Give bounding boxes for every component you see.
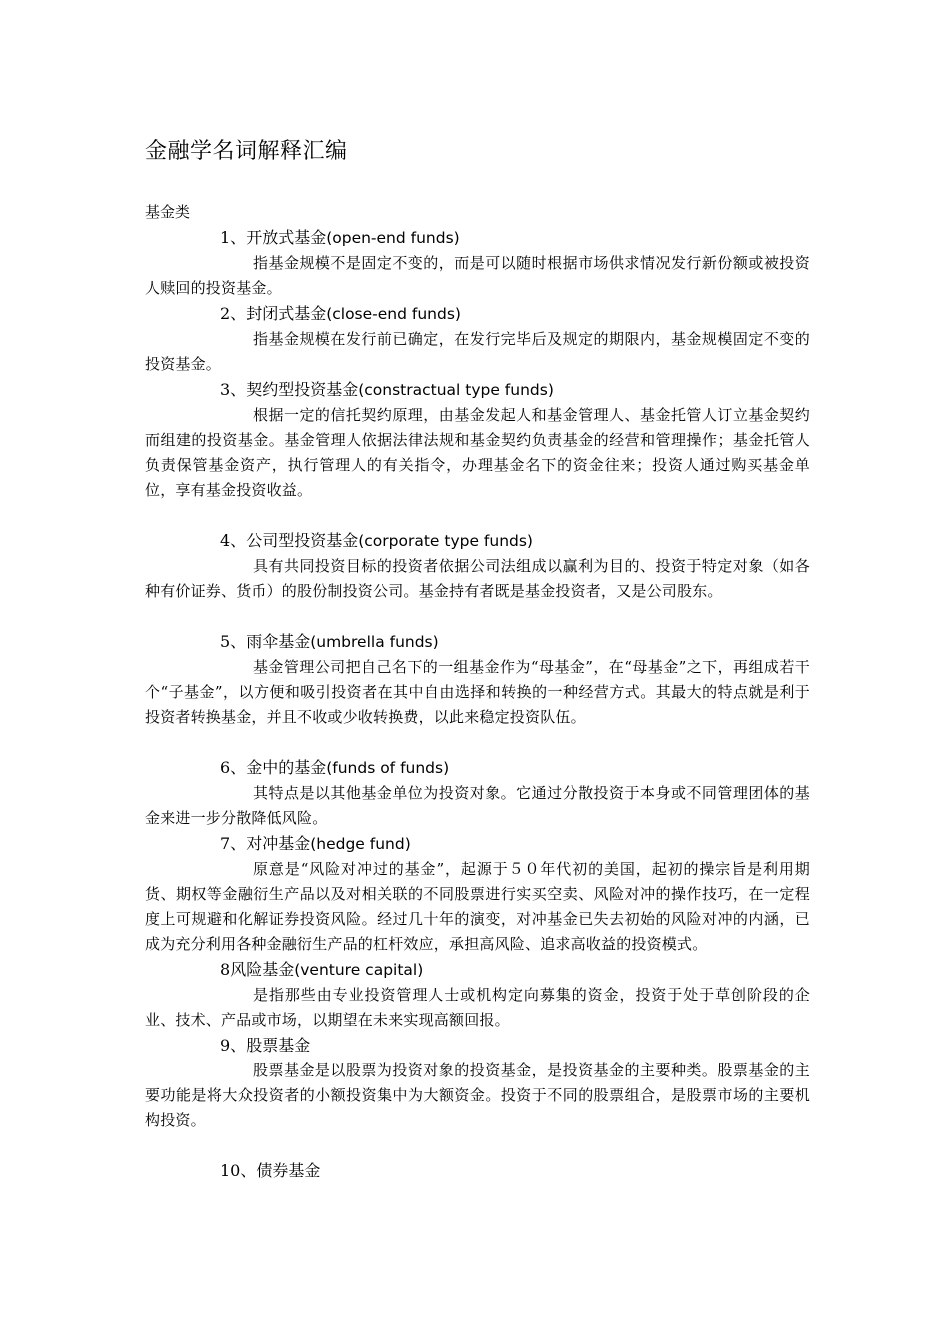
blank-line [145,503,810,528]
term-number: 8 [220,960,231,979]
term-name-zh: 封闭式基金 [246,304,327,323]
term-name-en: (constractual type funds) [358,381,554,399]
term-number: 3、 [220,380,247,399]
term-name-en: (open-end funds) [326,229,460,247]
term-definition: 指基金规模在发行前已确定，在发行完毕后及规定的期限内，基金规模固定不变的投资基金。 [145,330,810,373]
term-entry [145,755,810,831]
term-entry [145,377,810,503]
term-name-en: (close-end funds) [326,305,461,323]
term-heading [145,301,810,327]
term-definition: 具有共同投资目标的投资者依据公司法组成以赢利为目的、投资于特定对象（如各种有价证券、货币）的股份制投资公司。基金持有者既是基金投资者，又是公司股东。 [145,557,810,600]
term-heading [145,528,810,554]
term-definition: 是指那些由专业投资管理人士或机构定向募集的资金，投资于处于草创阶段的企业、技术、产品或市场，以期望在未来实现高额回报。 [145,986,810,1029]
term-definition: 根据一定的信托契约原理，由基金发起人和基金管理人、基金托管人订立基金契约而组建的投资基金。基金管理人依据法律法规和基金契约负责基金的经营和管理操作；基金托管人负责保管基金资产，执行管理人的有关指令，办理基金名下的资金往来；投资人通过购买基金单位，享有基金投资收益。 [145,406,810,499]
term-heading [145,831,810,857]
term-number: 5、 [220,632,247,651]
blank-line [145,730,810,755]
term-entry [145,629,810,730]
term-heading [145,755,810,781]
term-heading [145,225,810,251]
term-name-en: (venture capital) [294,961,424,979]
term-definition: 原意是“风险对冲过的基金”，起源于５０年代初的美国，起初的操宗旨是利用期货、期权等金融衍生产品以及对相关联的不同股票进行实买空卖、风险对冲的操作技巧，在一定程度上可规避和化解证券投资风险。经过几十年的演变，对冲基金已失去初始的风险对冲的内涵，已成为充分利用各种金融衍生产品的杠杆效应，承担高风险、追求高收益的投资模式。 [145,860,810,953]
term-heading [145,1158,810,1183]
term-entry [145,1158,810,1183]
term-number: 9、 [220,1036,247,1055]
term-definition: 其特点是以其他基金单位为投资对象。它通过分散投资于本身或不同管理团体的基金来进一步分散降低风险。 [145,784,810,827]
term-name-zh: 股票基金 [246,1036,311,1055]
term-entry [145,831,810,957]
blank-line [145,604,810,629]
term-heading [145,377,810,403]
term-name-zh: 雨伞基金 [246,632,311,651]
term-name-en: (funds of funds) [326,759,450,777]
term-number: 4、 [220,531,247,550]
term-number: 7、 [220,834,247,853]
term-heading [145,629,810,655]
term-name-zh: 债券基金 [256,1161,321,1180]
term-definition: 股票基金是以股票为投资对象的投资基金，是投资基金的主要种类。股票基金的主要功能是将大众投资者的小额投资集中为大额资金。投资于不同的股票组合，是股票市场的主要机构投资。 [145,1061,810,1129]
term-entry [145,225,810,301]
term-name-zh: 对冲基金 [246,834,311,853]
term-heading [145,957,810,983]
blank-line [145,1133,810,1158]
term-entry [145,301,810,377]
term-name-en: (corporate type funds) [358,532,533,550]
term-entry [145,528,810,604]
document-title: 金融学名词解释汇编 [145,139,348,164]
term-name-zh: 开放式基金 [246,228,327,247]
term-definition: 指基金规模不是固定不变的，而是可以随时根据市场供求情况发行新份额或被投资人赎回的投资基金。 [145,254,810,297]
term-number: 6、 [220,758,247,777]
term-number: 2、 [220,304,247,323]
term-entry [145,1033,810,1133]
term-name-zh: 公司型投资基金 [246,531,359,550]
term-name-zh: 风险基金 [230,960,295,979]
term-number: 10、 [220,1161,257,1180]
term-name-zh: 金中的基金 [246,758,327,777]
term-name-en: (umbrella funds) [310,633,439,651]
category-heading: 基金类 [145,203,191,221]
term-number: 1、 [220,228,247,247]
document-page [145,138,810,1183]
term-heading [145,1033,810,1058]
term-definition: 基金管理公司把自己名下的一组基金作为“母基金”，在“母基金”之下，再组成若干个“子基金”，以方便和吸引投资者在其中自由选择和转换的一种经营方式。其最大的特点就是利于投资者转换基金，并且不收或少收转换费，以此来稳定投资队伍。 [145,658,810,726]
term-name-en: (hedge fund) [310,835,411,853]
term-name-zh: 契约型投资基金 [246,380,359,399]
term-entry [145,957,810,1033]
